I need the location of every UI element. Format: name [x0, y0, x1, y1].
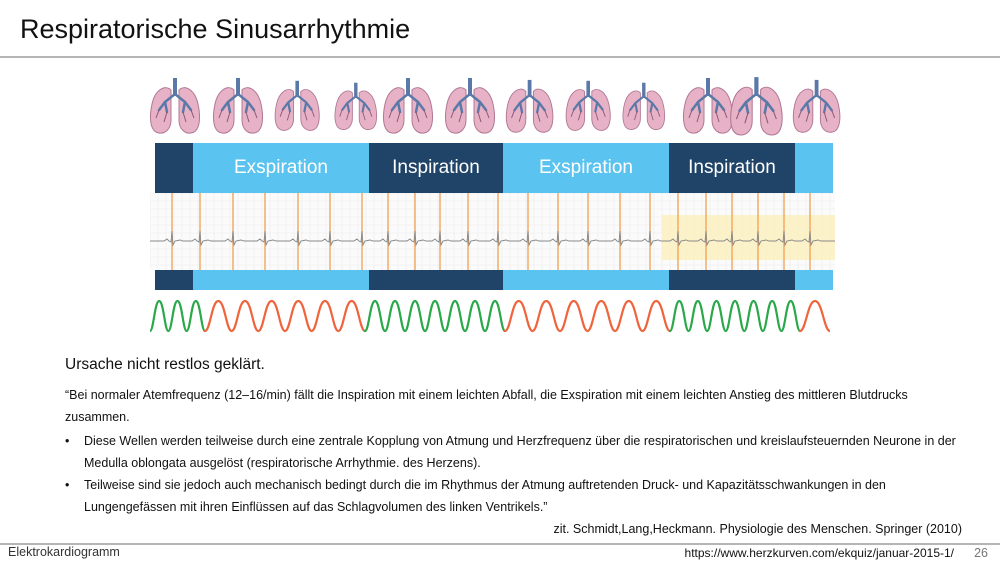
- ecg-strip: [150, 193, 835, 270]
- phase-segment: [795, 143, 833, 193]
- phase-segment: Inspiration: [669, 143, 795, 193]
- lung-icon: [442, 76, 498, 136]
- breath-wave-segment: [365, 301, 505, 331]
- bullet-text: Teilweise sind sie jedoch auch mechanisch bedingt durch die im Rhythmus der Atmung auftretenden Druck- und Kapazitätsschwankungen in den Lungengefässen mit ihren Einflüssen auf das Schlagvolumen des linken Ventrikels.”: [84, 478, 886, 514]
- phase-segment-lower: [193, 270, 369, 290]
- citation: zit. Schmidt,Lang,Heckmann. Physiologie des Menschen. Springer (2010): [553, 522, 962, 536]
- text-block: [65, 356, 965, 518]
- phase-segment: Inspiration: [369, 143, 503, 193]
- phase-band: [155, 143, 833, 193]
- lung-icon: [272, 79, 322, 133]
- breath-wave-segment: [800, 301, 830, 331]
- breath-wave-segment: [505, 301, 670, 331]
- bullet-marker: •: [65, 434, 70, 448]
- list-item: [65, 474, 965, 518]
- phase-segment: Exspiration: [193, 143, 369, 193]
- lung-icon: [563, 79, 613, 133]
- list-item: [65, 430, 965, 474]
- slide-title: Respiratorische Sinusarrhythmie: [20, 14, 411, 44]
- phase-segment-lower: [795, 270, 833, 290]
- lung-icon: [790, 78, 843, 135]
- footer-title: Elektrokardiogramm: [8, 545, 120, 559]
- page-number: 26: [974, 546, 988, 560]
- breath-wave-segment: [670, 301, 800, 331]
- footer-divider: [0, 543, 1000, 545]
- cause-heading: Ursache nicht restlos geklärt.: [65, 356, 265, 373]
- bullet-marker: •: [65, 478, 70, 492]
- lung-icon: [620, 81, 668, 132]
- bullet-list: [65, 430, 965, 518]
- phase-segment-lower: [155, 270, 193, 290]
- quote-text: “Bei normaler Atemfrequenz (12–16/min) fällt die Inspiration mit einem leichten Abfall, die Exspiration mit einem leichten Anstieg des mittleren Blutdrucks zusammen.: [65, 388, 908, 424]
- source-url: https://www.herzkurven.com/ekquiz/januar-2015-1/: [684, 546, 954, 560]
- lung-icon: [503, 78, 556, 135]
- title-divider: [0, 56, 1000, 58]
- lung-icon: [380, 76, 436, 136]
- lung-icon: [727, 75, 786, 138]
- bullet-text: Diese Wellen werden teilweise durch eine zentrale Kopplung von Atmung und Herzfrequenz über die respiratorischen und kreislaufsteuernden Neurone in der Medulla oblongata ausgelöst (respiratorische Arrhythmie. des Herzens).: [84, 434, 956, 470]
- lung-icon: [332, 81, 380, 132]
- phase-segment-lower: [669, 270, 795, 290]
- phase-segment-lower: [503, 270, 669, 290]
- breathing-wave: [150, 297, 830, 337]
- phase-segment: [155, 143, 193, 193]
- phase-band-lower: [155, 270, 833, 290]
- lung-icon: [210, 76, 266, 136]
- lung-icon: [147, 76, 203, 136]
- breath-wave-segment: [150, 301, 205, 331]
- phase-segment-lower: [369, 270, 503, 290]
- breath-wave-segment: [205, 301, 365, 331]
- phase-segment: Exspiration: [503, 143, 669, 193]
